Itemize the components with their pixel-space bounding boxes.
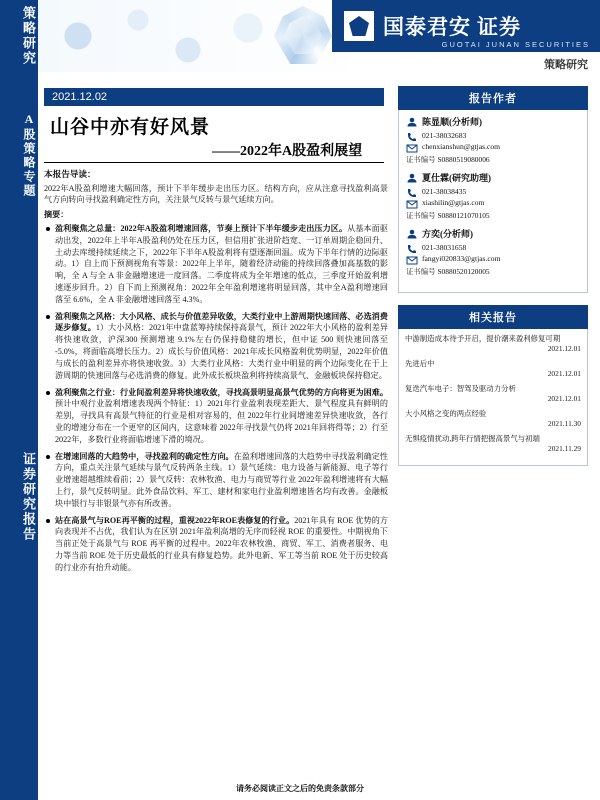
list-item[interactable] [405, 409, 581, 429]
list-item [44, 223, 388, 306]
lead-heading: 本报告导读： [44, 169, 96, 179]
brand-name-cn2: 证券 [477, 15, 521, 39]
sidebar-label-top: 策略研究 [21, 6, 36, 66]
sidebar-label-bottom: 证券研究报告 [21, 452, 36, 542]
page-header [38, 0, 600, 72]
list-item[interactable] [405, 434, 581, 454]
cert-number: S0880519080006 [437, 154, 490, 164]
author-card [406, 228, 580, 277]
user-icon [406, 229, 418, 239]
sidebar-label-mid1: A股策略专题 [22, 112, 36, 198]
list-item [44, 311, 388, 382]
report-date: 2021.12.02 [44, 88, 384, 106]
user-icon [406, 173, 418, 183]
phone-icon [406, 244, 418, 254]
related-report-title[interactable]: 中游制造成本待予开启，提价潮来盈利修复可期 [405, 334, 561, 343]
list-item [44, 515, 388, 574]
cert-label: 证书编号 [406, 154, 436, 164]
author-phone: 021-38038435 [422, 187, 467, 197]
authors-panel-title: 报告作者 [398, 86, 588, 110]
report-body [44, 166, 388, 579]
list-item[interactable] [405, 384, 581, 404]
cert-label: 证书编号 [406, 266, 436, 276]
cert-label: 证书编号 [406, 210, 436, 220]
point-lead: 在增速回落的大趋势中，寻找盈利的确定性方向。 [55, 451, 234, 461]
list-item[interactable] [405, 334, 581, 354]
point-lead: 盈利聚焦之行业：行业间盈利差异将快速收敛，寻找高景明显高景气优势的方向将更为困难。 [55, 387, 388, 397]
author-name: 方奕(分析师) [422, 229, 473, 239]
brand-name-cn: 国泰君安 [383, 15, 471, 39]
author-name: 陈显顺(分析师) [422, 117, 482, 127]
list-item[interactable] [405, 359, 581, 379]
point-text: 在盈利增速回落的大趋势中寻找盈利确定性方向，重点关注景气延续与景气反转两条主线。1）景气延续：电力设备与新能源、电子等行业增速超越维续看前；2）景气反转：农林牧渔、电力与商贸等行业 2022年盈利增速将有大幅上行，景气反转明显。此外食品饮料、军工、建材和家电行业盈利增速皆名均有改善。金融板块中银行与非银景气亦有所改善。 [55, 451, 388, 508]
related-report-date: 2021.11.30 [548, 418, 581, 428]
brand-block [332, 0, 600, 52]
author-email[interactable]: xiashilin@gtjas.com [422, 198, 485, 208]
author-email[interactable]: chenxianshun@gtjas.com [422, 142, 501, 152]
author-phone: 021-38032683 [422, 131, 467, 141]
related-report-title[interactable]: 先进后中 [405, 358, 435, 368]
brand-name-en: GUOTAI JUNAN SECURITIES [441, 40, 590, 49]
related-report-date: 2021.12.01 [547, 393, 581, 403]
mail-icon [406, 143, 418, 153]
page-title: 山谷中亦有好风景 [50, 117, 211, 138]
page-subtitle: ——2022年A股盈利展望 [212, 144, 363, 159]
point-text: 2021年具有 ROE 优势的方向表现并不占优，我们认为在区别 2021年盈利高增的无序而轻视 ROE 的重要性。中期视角下当前正处于高景气与 ROE 再平衡的过程中。2022年农林牧渔、商贸、军工、消费者服务、电力等当前 ROE 处于历史最低的行业具有修复趋势。此外电新、军工等当前 ROE 处于历史较高的行业亦有抬升动能。 [55, 515, 388, 572]
strategy-tag: 策略研究 [544, 59, 588, 71]
point-lead: 盈利聚焦之总量：2022年A股盈利增速回落，节奏上预计下半年缓步走出压力区。 [55, 223, 348, 233]
authors-panel [398, 110, 588, 293]
list-item [44, 387, 388, 446]
related-reports-list [398, 329, 588, 466]
related-report-title[interactable]: 复迭汽车电子：智驾及驱动力分析 [405, 383, 516, 393]
user-icon [406, 117, 418, 127]
point-text: 从基本面驱动出发，2022年上半年A股盈利仍处在压力区，但信用扩张进阶趋宽、一订单周期企稳回升、土动去库缓持续延续之下，2022年下半年A股盈利将有望逐渐回温。成为下半年行情的边际驱动。1）自上而下预测视角有等景：2022年上半年，随着经济动能的持续回落叠加高基数的影响，全 A 与全 A 非金融增速进一度回落。二季度将成为全年增速的低点，三季度开始盈利增速逐步回升。2）自下而上预测视角：2022年全年盈利增速将明显回落，其中全A盈利增速回落至 6.6%，全 A 非金融增速回落至 4.3%。 [55, 223, 388, 304]
logo-icon [344, 11, 374, 41]
point-lead: 站在高景气与ROE再平衡的过程，重视2022年ROE表修复的行业。 [55, 515, 295, 525]
cert-number: S0880520120005 [437, 266, 490, 276]
phone-icon [406, 188, 418, 198]
related-report-title[interactable]: 无惧疫情扰动,跨年行情把握高景气与初端 [405, 433, 540, 443]
author-card [406, 172, 580, 221]
abstract-label: 摘要： [44, 210, 69, 220]
author-phone: 021-38031658 [422, 243, 467, 253]
mail-icon [406, 199, 418, 209]
phone-icon [406, 132, 418, 142]
page-footer: 请务必阅读正文之后的免责条款部分 [236, 784, 364, 793]
abstract-points [44, 223, 388, 574]
author-card [406, 116, 580, 165]
related-panel-title: 相关报告 [398, 305, 588, 329]
related-report-title[interactable]: 大小风格之变的两点经验 [405, 408, 487, 418]
list-item [44, 451, 388, 510]
mail-icon [406, 255, 418, 265]
lead-paragraph: 2022年A股盈利增速大幅回落，预计下半年缓步走出压力区。结构方向，应从注意寻找盈利高景气方向转向寻找盈利确定性方向，关注景气反转与景气延续方向。 [44, 183, 388, 205]
right-column [398, 86, 588, 466]
sidebar [0, 0, 38, 800]
cert-number: S0880121070105 [437, 210, 490, 220]
author-email[interactable]: fangyi020833@gtjas.com [422, 254, 501, 264]
author-name: 夏仕霖(研究助理) [422, 173, 491, 183]
point-text: 预计中观行业盈利增速表现两个特征：1）2021年行业盈利表现差距大、景气程度具有鲜明的差别，寻找具有高景气特征的行业是相对容易的，但 2022年行业间增速差异快速收敛，各行业的增速分布在一个更窄的区间内，这意味着 2022年寻找景气仍将 2021年回将得等；2）行至 2022年，多数行业将面临增速下滑的境况。 [55, 399, 388, 444]
point-lead: 盈利聚焦之风格：大小风格、成长与价值差异收敛，大类行业中上游周期快速回落、必选消费逐步修复。 [55, 311, 388, 333]
related-report-date: 2021.12.01 [547, 343, 581, 353]
title-divider [44, 162, 384, 163]
related-report-date: 2021.12.01 [547, 368, 581, 378]
point-text: 1）大小风格：2021年中盘蓝筹持续保持高景气，预计 2022年大小风格的盈利差异将快速收敛，沪深300 预测增速 9.1%左右仍保持稳健的增长，但中证 500 则快速回落至 -5.0%，将面临高增长压力。2）成长与价值风格：2021年成长风格盈利优势明显，2022年价值与成长的盈利差异亦将快速收敛。3）大类行业风格：大类行业中明显的两个边际变化在于上游周期的快速回落与必选消费的修复。此外成长板块盈利将持续高景气、金融板块保持稳定。 [55, 323, 388, 380]
related-report-date: 2021.11.29 [548, 443, 581, 453]
